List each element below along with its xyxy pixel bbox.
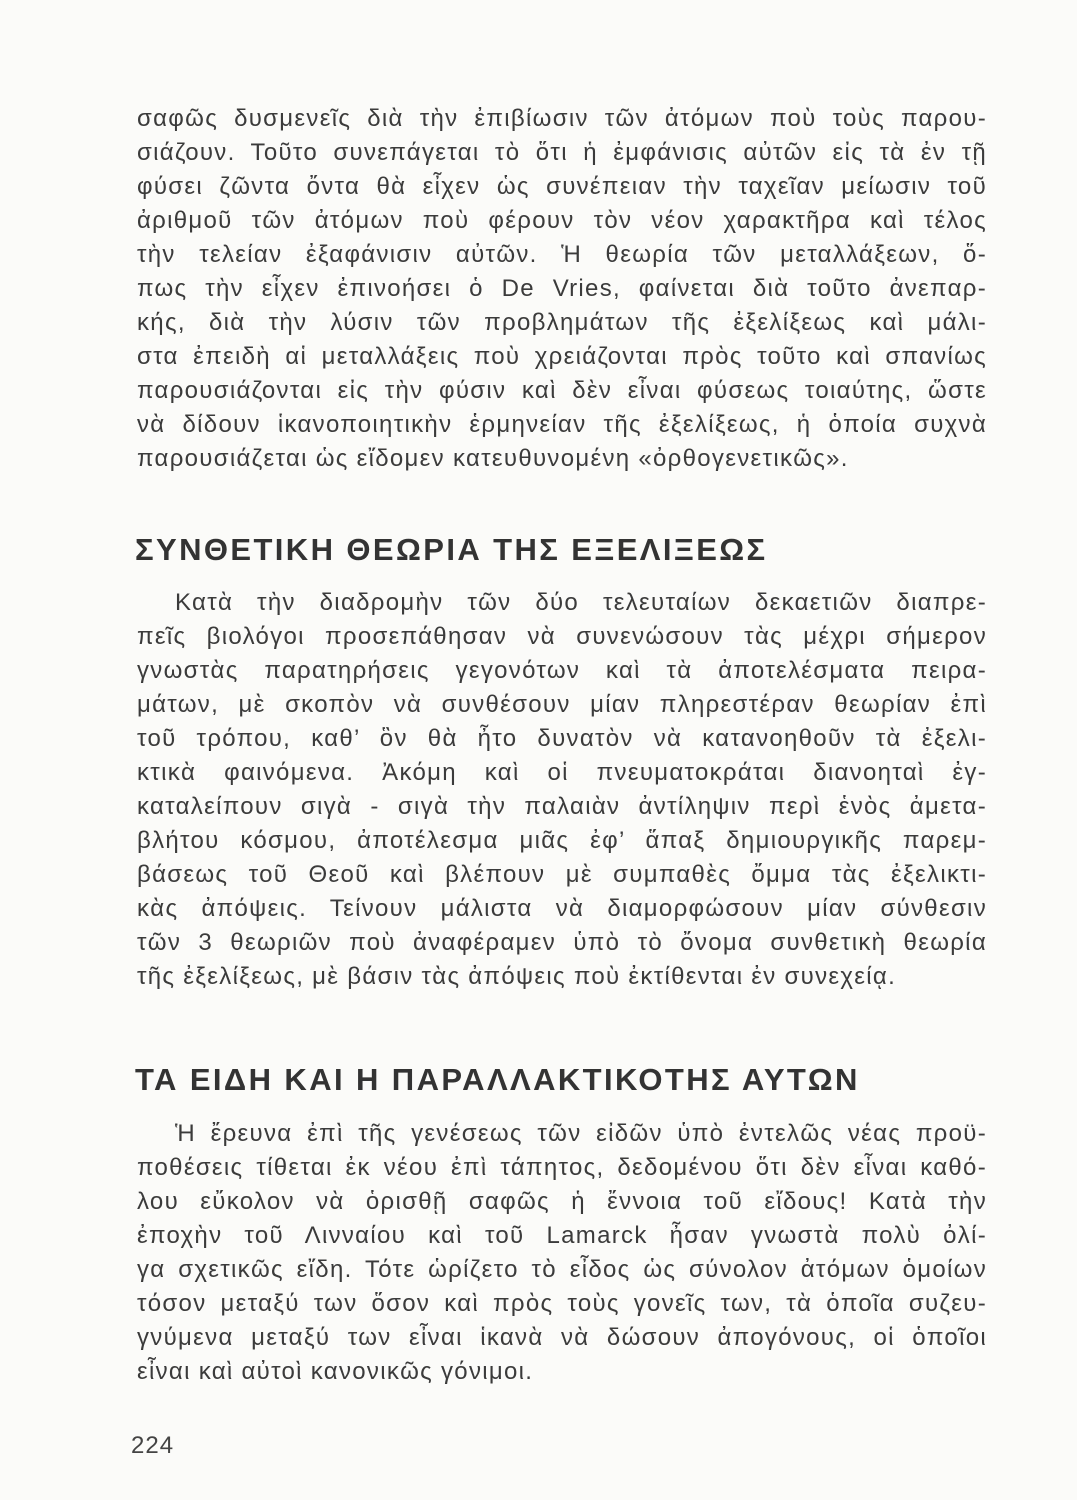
text-line: γα σχετικῶς εἴδη. Τότε ὡρίζετο τὸ εἶδος ὡς σύνολον ἀτόμων ὁμοίων [137,1256,987,1283]
synthetic-theory-paragraph [137,586,987,994]
text-line: πως τὴν εἶχεν ἐπινοήσει ὁ De Vries, φαίνεται διὰ τοῦτο ἀνεπαρ- [137,275,987,302]
text-line: φύσει ζῶντα ὄντα θὰ εἶχεν ὡς συνέπειαν τὴν ταχεῖαν μείωσιν τοῦ [137,173,987,200]
text-line: ἀριθμοῦ τῶν ἀτόμων ποὺ φέρουν τὸν νέον χαρακτῆρα καὶ τέλος [137,207,987,234]
text-line: γνύμενα μεταξύ των εἶναι ἱκανὰ νὰ δώσουν ἀπογόνους, οἱ ὁποῖοι [137,1324,987,1351]
text-line: βάσεως τοῦ Θεοῦ καὶ βλέπουν μὲ συμπαθὲς ὄμμα τὰς ἐξελικτι- [137,861,987,888]
text-line: τοῦ τρόπου, καθ’ ὃν θὰ ἦτο δυνατὸν νὰ κατανοηθοῦν τὰ ἐξελι- [137,725,987,752]
text-line: Κατὰ τὴν διαδρομὴν τῶν δύο τελευταίων δεκαετιῶν διαπρε- [175,589,987,616]
text-line: γνωστὰς παρατηρήσεις γεγονότων καὶ τὰ ἀποτελέσματα πειρα- [137,657,987,684]
text-line: τῆς ἐξελίξεως, μὲ βάσιν τὰς ἀπόψεις ποὺ ἐκτίθενται ἐν συνεχείᾳ. [137,963,897,990]
text-line: στα ἐπειδὴ αἱ μεταλλάξεις ποὺ χρειάζονται πρὸς τοῦτο καὶ σπανίως [137,343,987,370]
text-line: τὴν τελείαν ἐξαφάνισιν αὐτῶν. Ἡ θεωρία τῶν μεταλλάξεων, ὅ- [137,241,987,268]
text-line: τόσον μεταξύ των ὅσον καὶ πρὸς τοὺς γονεῖς των, τὰ ὁποῖα συζευ- [137,1290,987,1317]
text-line: καταλείπουν σιγὰ - σιγὰ τὴν παλαιὰν ἀντίληψιν περὶ ἑνὸς ἀμετα- [137,793,987,820]
text-line: σαφῶς δυσμενεῖς διὰ τὴν ἐπιβίωσιν τῶν ἀτόμων ποὺ τοὺς παρου- [137,105,987,132]
text-line: λου εὔκολον νὰ ὁρισθῇ σαφῶς ἡ ἔννοια τοῦ εἴδους! Κατὰ τὴν [137,1188,987,1215]
text-line: μάτων, μὲ σκοπὸν νὰ συνθέσουν μίαν πληρεστέραν θεωρίαν ἐπὶ [137,691,987,718]
text-line: σιάζουν. Τοῦτο συνεπάγεται τὸ ὅτι ἡ ἐμφάνισις αὐτῶν εἰς τὰ ἐν τῇ [137,139,987,166]
text-line: ἐποχὴν τοῦ Λινναίου καὶ τοῦ Lamarck ἦσαν γνωστὰ πολὺ ὀλί- [137,1222,987,1249]
page-number: 224 [131,1432,175,1459]
text-line: εἶναι καὶ αὐτοὶ κανονικῶς γόνιμοι. [137,1358,534,1385]
text-line: κής, διὰ τὴν λύσιν τῶν προβλημάτων τῆς ἐξελίξεως καὶ μάλι- [137,309,987,336]
text-line: κὰς ἀπόψεις. Τείνουν μάλιστα νὰ διαμορφώσουν μίαν σύνθεσιν [137,895,987,922]
section-heading-synthetic-theory: ΣΥΝΘΕΤΙΚΗ ΘΕΩΡΙΑ ΤΗΣ ΕΞΕΛΙΞΕΩΣ [135,532,768,567]
text-line: κτικὰ φαινόμενα. Ἀκόμη καὶ οἱ πνευματοκράται διανοηταὶ ἐγ- [137,759,987,786]
text-line: παρουσιάζεται ὡς εἴδομεν κατευθυνομένη «ὀρθογενετικῶς». [137,445,849,472]
text-line: Ἡ ἔρευνα ἐπὶ τῆς γενέσεως τῶν εἰδῶν ὑπὸ ἐντελῶς νέας προϋ- [175,1120,987,1147]
text-line: ποθέσεις τίθεται ἐκ νέου ἐπὶ τάπητος, δεδομένου ὅτι δὲν εἶναι καθό- [137,1154,987,1181]
section-heading-species-variability: ΤΑ ΕΙΔΗ ΚΑΙ Η ΠΑΡΑΛΛΑΚΤΙΚΟΤΗΣ ΑΥΤΩΝ [135,1062,860,1097]
text-line: πεῖς βιολόγοι προσεπάθησαν νὰ συνενώσουν τὰς μέχρι σήμερον [137,623,987,650]
text-line: βλήτου κόσμου, ἀποτέλεσμα μιᾶς ἐφ’ ἅπαξ δημιουργικῆς παρεμ- [137,827,987,854]
text-line: παρουσιάζονται εἰς τὴν φύσιν καὶ δὲν εἶναι φύσεως τοιαύτης, ὥστε [137,377,987,404]
text-line: τῶν 3 θεωριῶν ποὺ ἀναφέραμεν ὑπὸ τὸ ὄνομα συνθετικὴ θεωρία [137,929,987,956]
text-line: νὰ δίδουν ἱκανοποιητικὴν ἑρμηνείαν τῆς ἐξελίξεως, ἡ ὁποία συχνὰ [137,411,987,438]
intro-paragraph [137,102,987,476]
species-paragraph [137,1117,987,1389]
